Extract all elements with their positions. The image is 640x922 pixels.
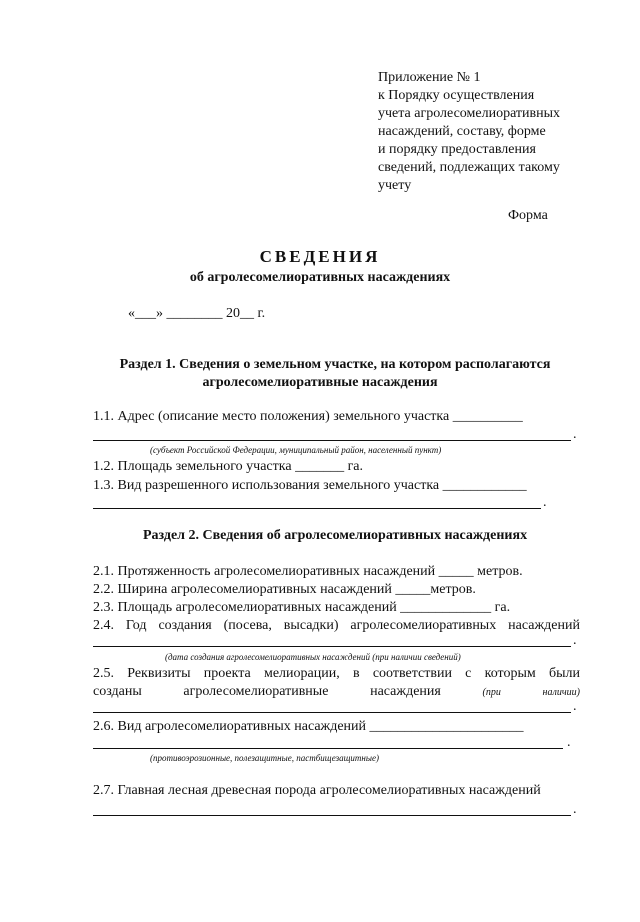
item-1-2[interactable]: 1.2. Площадь земельного участка _______ га. [93,459,364,474]
period: . [567,735,571,750]
document-subtitle: об агролесомелиоративных насаждениях [189,270,451,285]
section1-heading-line1: Раздел 1. Сведения о земельном участке, на котором располагаются [119,357,551,372]
annex-line: учету [378,178,412,193]
item-2-5-line2[interactable]: созданы агролесомелиоративные насаждения (при наличии) [93,684,580,699]
annex-line: учета агролесомелиоративных [378,106,561,121]
annex-line: сведений, подлежащих такому [378,160,560,175]
note-2-6: (противоэрозионные, полезащитные, пастбищезащитные) [150,753,379,763]
annex-line: Приложение № 1 [378,70,481,85]
item-2-5-line1[interactable]: 2.5. Реквизиты проекта мелиорации, в соответствии с которым были [93,666,580,681]
item-1-1[interactable]: 1.1. Адрес (описание место положения) земельного участка __________ [93,409,523,424]
fill-line-2-4[interactable] [93,646,571,647]
period: . [573,699,577,714]
item-2-4[interactable]: 2.4. Год создания (посева, высадки) агролесомелиоративных насаждений [93,618,580,633]
section2-heading: Раздел 2. Сведения об агролесомелиоративных насаждениях [142,528,528,543]
note-2-4: (дата создания агролесомелиоративных насаждений (при наличии сведений) [165,652,461,662]
item-2-6[interactable]: 2.6. Вид агролесомелиоративных насаждений ______________________ [93,719,524,734]
item-1-3[interactable]: 1.3. Вид разрешенного использования земельного участка ____________ [93,478,527,493]
document-title: СВЕДЕНИЯ [259,247,381,266]
fill-line-2-6[interactable] [93,748,563,749]
annex-line: к Порядку осуществления [378,88,535,103]
period: . [543,495,547,510]
fill-line-2-5[interactable] [93,712,571,713]
period: . [573,633,577,648]
note-1-1: (субъект Российской Федерации, муниципальный район, населенный пункт) [150,445,442,455]
item-2-7[interactable]: 2.7. Главная лесная древесная порода агролесомелиоративных насаждений [93,783,541,798]
item-2-3[interactable]: 2.3. Площадь агролесомелиоративных насаждений _____________ га. [93,600,511,615]
annex-block [378,69,560,195]
period: . [573,427,577,442]
section1-heading-line2: агролесомелиоративные насаждения [202,375,438,390]
item-2-1[interactable]: 2.1. Протяженность агролесомелиоративных насаждений _____ метров. [93,564,523,579]
annex-line: и порядку предоставления [378,142,536,157]
fill-line-1-3[interactable] [93,508,541,509]
annex-line: насаждений, составу, форме [378,124,546,139]
fill-line-1-1[interactable] [93,440,571,441]
item-2-2[interactable]: 2.2. Ширина агролесомелиоративных насаждений _____метров. [93,582,476,597]
form-label: Форма [508,208,548,223]
fill-line-2-7[interactable] [93,815,571,816]
date-line[interactable]: «___» ________ 20__ г. [128,306,266,321]
period: . [573,802,577,817]
